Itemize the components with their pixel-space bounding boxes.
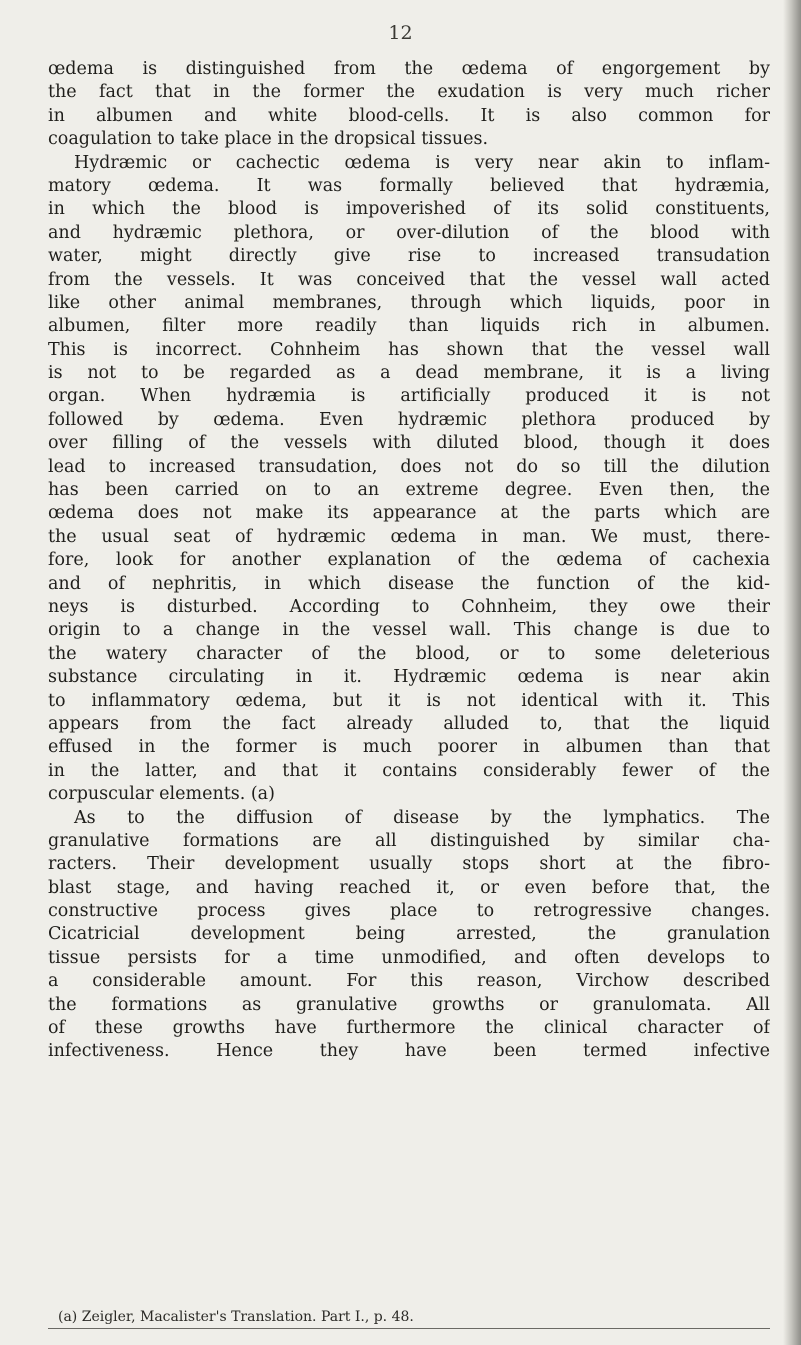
text-line: to inflammatory œdema, but it is not identical with it. This <box>48 690 770 711</box>
text-line: in albumen and white blood-cells. It is also common for <box>48 105 770 126</box>
text-line: the fact that in the former the exudation is very much richer <box>48 82 770 103</box>
text-line: the watery character of the blood, or to some deleterious <box>48 643 770 664</box>
text-line: blast stage, and having reached it, or even before that, the <box>48 877 770 898</box>
text-line: Cicatricial development being arrested, the granulation <box>48 924 770 945</box>
text-line: infectiveness. Hence they have been termed infective <box>48 1041 770 1062</box>
text-line: matory œdema. It was formally believed that hydræmia, <box>48 175 770 196</box>
text-line: racters. Their development usually stops short at the fibro- <box>48 854 770 875</box>
text-line: the usual seat of hydræmic œdema in man. We must, there- <box>48 526 770 547</box>
text-line: neys is disturbed. According to Cohnheim, they owe their <box>48 596 770 617</box>
text-line: albumen, filter more readily than liquids rich in albumen. <box>48 316 770 337</box>
text-line: in the latter, and that it contains considerably fewer of the <box>48 760 770 781</box>
text-line: organ. When hydræmia is artificially produced it is not <box>48 386 770 407</box>
text-line: has been carried on to an extreme degree. Even then, the <box>48 480 770 501</box>
footnote: (a) Zeigler, Macalister's Translation. Part I., p. 48. <box>58 1309 414 1325</box>
text-line: in which the blood is impoverished of its solid constituents, <box>48 199 770 220</box>
scan-page-edge <box>783 0 801 1345</box>
text-line: substance circulating in it. Hydræmic œdema is near akin <box>48 667 770 688</box>
text-line: effused in the former is much poorer in albumen than that <box>48 737 770 758</box>
text-line: and of nephritis, in which disease the function of the kid- <box>48 573 770 594</box>
paragraph <box>48 807 770 1064</box>
body-text <box>48 58 770 1064</box>
text-line: is not to be regarded as a dead membrane, it is a living <box>48 363 770 384</box>
text-line: over filling of the vessels with diluted blood, though it does <box>48 433 770 454</box>
paragraph <box>48 58 770 152</box>
paragraph <box>48 152 770 807</box>
text-line: œdema is distinguished from the œdema of engorgement by <box>48 59 770 79</box>
text-line: origin to a change in the vessel wall. This change is due to <box>48 620 770 641</box>
text-line: tissue persists for a time unmodified, and often develops to <box>48 947 770 968</box>
text-line: As to the diffusion of disease by the lymphatics. The <box>74 807 770 828</box>
text-line: constructive process gives place to retrogressive changes. <box>48 901 770 922</box>
text-line: the formations as granulative growths or granulomata. All <box>48 994 770 1015</box>
text-line: Hydræmic or cachectic œdema is very near akin to inflam- <box>74 152 770 173</box>
text-line: granulative formations are all distinguished by similar cha- <box>48 830 770 851</box>
text-line: œdema does not make its appearance at the parts which are <box>48 503 770 524</box>
text-line: from the vessels. It was conceived that the vessel wall acted <box>48 269 770 290</box>
text-line: and hydræmic plethora, or over-dilution of the blood with <box>48 222 770 243</box>
text-line: water, might directly give rise to increased transudation <box>48 246 770 267</box>
text-line: fore, look for another explanation of the œdema of cachexia <box>48 550 770 571</box>
text-line: a considerable amount. For this reason, Virchow described <box>48 971 770 992</box>
text-line: of these growths have furthermore the clinical character of <box>48 1018 770 1039</box>
text-line: coagulation to take place in the dropsical tissues. <box>48 129 489 150</box>
text-line: like other animal membranes, through which liquids, poor in <box>48 292 770 313</box>
text-line: lead to increased transudation, does not do so till the dilution <box>48 456 770 477</box>
footnote-rule <box>48 1328 770 1329</box>
text-line: followed by œdema. Even hydræmic plethora produced by <box>48 409 770 430</box>
text-line: corpuscular elements. (a) <box>48 784 275 805</box>
page-number: 12 <box>388 22 413 44</box>
text-line: This is incorrect. Cohnheim has shown that the vessel wall <box>48 339 770 360</box>
text-line: appears from the fact already alluded to, that the liquid <box>48 713 770 734</box>
